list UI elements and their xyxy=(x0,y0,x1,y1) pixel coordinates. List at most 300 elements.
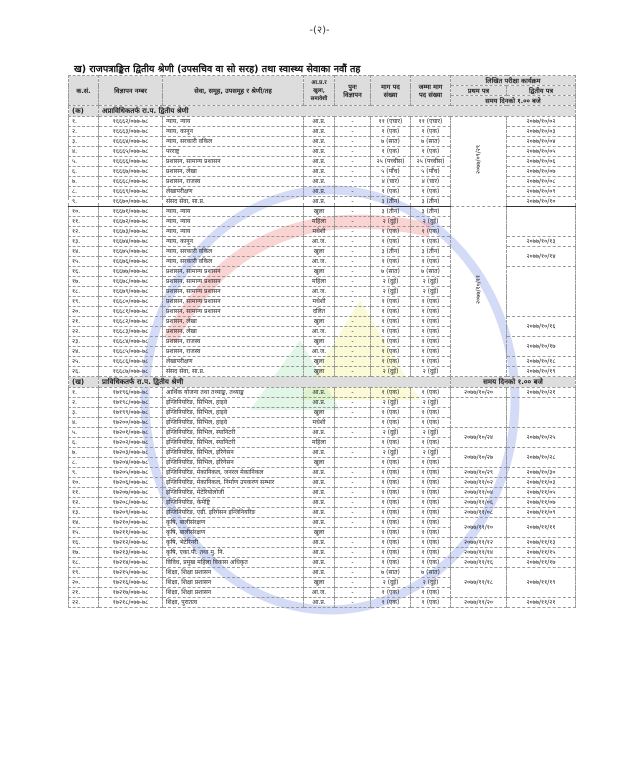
row-paper1-date: २०७७/११/१२ xyxy=(451,538,507,548)
row-service: न्याय, सरकारी वकिल xyxy=(163,247,304,257)
row-adv-number: १६६६९/०७७-७८ xyxy=(99,187,163,197)
row-category: खुला xyxy=(304,578,335,588)
row-service: लेखापरीक्षण xyxy=(163,357,304,367)
row-total: १ (एक) xyxy=(411,548,451,558)
row-posts: १ (एक) xyxy=(371,187,411,197)
row-adv-number: १७२००/०७७-७८ xyxy=(99,418,163,428)
row-paper2-date: २०७७/११/०७ xyxy=(507,498,576,508)
row-repeat: - xyxy=(335,147,371,157)
row-total: २ (दुई) xyxy=(411,287,451,297)
row-category: आ.प्र. xyxy=(304,147,335,157)
row-service: इन्जिनियरिङ, सिभिल, इरिगेसन xyxy=(163,448,304,458)
row-total: १ (एक) xyxy=(411,257,451,267)
table-row xyxy=(69,428,576,438)
row-posts: १ (एक) xyxy=(371,227,411,237)
row-repeat: - xyxy=(335,588,371,598)
row-sn: १२. xyxy=(69,227,99,237)
header-service: सेवा, समूह, उपसमूह र श्रेणी/तह xyxy=(163,76,304,106)
row-posts: ३ (तीन) xyxy=(371,207,411,217)
row-adv-number: १६६७९/०७७-७८ xyxy=(99,287,163,297)
row-sn: ७. xyxy=(69,177,99,187)
table-row xyxy=(69,558,576,568)
row-paper2-date: २०७७/१०/१९ xyxy=(507,367,576,377)
header-adv: विज्ञापन नम्बर xyxy=(99,76,163,106)
row-sn: १५. xyxy=(69,257,99,267)
table-row xyxy=(69,598,576,608)
row-posts: १ (एक) xyxy=(371,548,411,558)
row-service: न्याय, न्याय xyxy=(163,217,304,227)
row-service: कृषि, बालीसंरक्षण xyxy=(163,528,304,538)
row-paper2-date: २०७७/१०/०८ xyxy=(507,177,576,187)
row-paper1-date: २०७७/११/१८ xyxy=(451,568,507,598)
row-posts: १ (एक) xyxy=(371,478,411,488)
row-service: इन्जिनियरिङ, सिभिल, स्यानिटरी xyxy=(163,438,304,448)
row-service: प्रशासन, सामान्य प्रशासन xyxy=(163,277,304,287)
row-sn: २. xyxy=(69,398,99,408)
row-service: प्रशासन, राजस्व xyxy=(163,177,304,187)
row-adv-number: १७२१४/०७७-७८ xyxy=(99,558,163,568)
section-a-title: अप्राविधिकतर्फ रा.प. द्वितीय श्रेणी xyxy=(99,106,576,117)
row-posts: १ (एक) xyxy=(371,297,411,307)
row-total: २ (दुई) xyxy=(411,398,451,408)
header-repeat: पुनः विज्ञापन xyxy=(335,76,371,106)
row-category: आ.प्र. xyxy=(304,598,335,608)
row-service: विविध, प्रमुख महिला विकास अधिकृत xyxy=(163,558,304,568)
table-row xyxy=(69,398,576,408)
row-total: १ (एक) xyxy=(411,347,451,357)
header-paper2: द्वितीय पत्र xyxy=(507,86,576,96)
row-category: आ.प्र. xyxy=(304,127,335,137)
row-service: इन्जिनियरिङ, एग्री. इरिगेसन इन्जिनियरिङ xyxy=(163,508,304,518)
row-service: प्रशासन, सामान्य प्रशासन xyxy=(163,297,304,307)
row-service: इन्जिनियरिङ, केमेष्ट्रि xyxy=(163,498,304,508)
row-paper1-date: २०७७/१०/२९ xyxy=(451,468,507,478)
row-repeat: - xyxy=(335,578,371,588)
row-sn: १२. xyxy=(69,498,99,508)
row-repeat: - xyxy=(335,117,371,127)
row-total: ४ (चार) xyxy=(411,177,451,187)
row-category: आ.ज. xyxy=(304,327,335,337)
row-total: १ (एक) xyxy=(411,408,451,418)
row-sn: २१. xyxy=(69,588,99,598)
row-sn: १९. xyxy=(69,568,99,578)
row-posts: १ (एक) xyxy=(371,598,411,608)
row-posts: ११ (एघार) xyxy=(371,117,411,127)
row-sn: २२. xyxy=(69,327,99,337)
row-paper1-date: २०७७/११/०४ xyxy=(451,488,507,498)
row-total: १ (एक) xyxy=(411,418,451,428)
row-sn: १४. xyxy=(69,518,99,528)
row-repeat: - xyxy=(335,598,371,608)
row-service: इन्जिनियरिङ, सिभिल, स्यानिटरी xyxy=(163,428,304,438)
row-category: आ.प्र. xyxy=(304,468,335,478)
row-adv-number: १७२१८/०७७-७८ xyxy=(99,598,163,608)
row-service: कृषि, भेटेरिनरी xyxy=(163,538,304,548)
row-service: इन्जिनियरिङ, सिभिल, हाइवे xyxy=(163,398,304,408)
row-posts: १ (एक) xyxy=(371,438,411,448)
row-sn: १७. xyxy=(69,277,99,287)
row-repeat: - xyxy=(335,408,371,418)
row-paper2-date xyxy=(507,398,576,428)
row-sn: २०. xyxy=(69,578,99,588)
row-adv-number: १७२०८/०७७-७८ xyxy=(99,498,163,508)
row-total: १ (एक) xyxy=(411,498,451,508)
row-total: १ (एक) xyxy=(411,588,451,598)
row-posts: १ (एक) xyxy=(371,468,411,478)
row-repeat: - xyxy=(335,468,371,478)
row-sn: २४. xyxy=(69,347,99,357)
row-posts: १ (एक) xyxy=(371,408,411,418)
row-total: ३ (तीन) xyxy=(411,207,451,217)
row-posts: १ (एक) xyxy=(371,588,411,598)
row-paper2-date: २०७७/१०/०२ xyxy=(507,117,576,127)
row-total: १ (एक) xyxy=(411,478,451,488)
row-adv-number: १७२११/०७७-७८ xyxy=(99,528,163,538)
merged-paper1-date xyxy=(451,117,507,207)
row-posts: २ (दुई) xyxy=(371,367,411,377)
row-adv-number: १६६८१/०७७-७८ xyxy=(99,307,163,317)
row-service: शिक्षा, पुरातत्व xyxy=(163,598,304,608)
row-paper2-date: २०७७/११/०९ xyxy=(507,508,576,518)
row-repeat: - xyxy=(335,197,371,207)
row-service: प्रशासन, लेखा xyxy=(163,327,304,337)
row-total: ३ (तीन) xyxy=(411,197,451,207)
row-adv-number: १६६७३/०७७-७८ xyxy=(99,227,163,237)
row-repeat: - xyxy=(335,488,371,498)
row-sn: १०. xyxy=(69,207,99,217)
row-paper2-date: २०७७/१०/०५ xyxy=(507,147,576,157)
row-service: आर्थिक योजना तथा तथ्याङ्क, तथ्याङ्क xyxy=(163,388,304,398)
row-category: आ.प्र. xyxy=(304,548,335,558)
row-adv-number: १६६८६/०७७-७८ xyxy=(99,357,163,367)
row-posts: २ (दुई) xyxy=(371,398,411,408)
row-repeat: - xyxy=(335,388,371,398)
row-total: ३ (तीन) xyxy=(411,247,451,257)
row-repeat: - xyxy=(335,568,371,578)
exam-schedule-table xyxy=(68,75,576,608)
row-posts: १ (एक) xyxy=(371,558,411,568)
section-title: ख) राजपत्राङ्कित द्वितीय श्रेणी (उपसचिव वा सो सरह) तथा स्वास्थ्य सेवाका नवौं तह xyxy=(74,64,361,75)
row-sn: २१. xyxy=(69,317,99,327)
row-adv-number: १६६६८/०७७-७८ xyxy=(99,177,163,187)
row-category: महिला xyxy=(304,438,335,448)
row-adv-number: १६६८३/०७७-७८ xyxy=(99,327,163,337)
row-service: प्रशासन, सामान्य प्रशासन xyxy=(163,307,304,317)
row-repeat: - xyxy=(335,207,371,217)
row-service: प्रशासन, राजस्व xyxy=(163,337,304,347)
row-paper2-date: २०७७/१०/३० xyxy=(507,468,576,478)
table-row xyxy=(69,498,576,508)
row-service: प्रशासन, सामान्य प्रशासन xyxy=(163,157,304,167)
row-adv-number: १७२०६/०७७-७८ xyxy=(99,478,163,488)
row-adv-number: १६६७८/०७७-७८ xyxy=(99,277,163,287)
row-total: १ (एक) xyxy=(411,558,451,568)
row-sn: १७. xyxy=(69,548,99,558)
row-category: आ.प्र. xyxy=(304,167,335,177)
merged-paper1-date xyxy=(451,207,507,377)
row-service: प्रशासन, सामान्य प्रशासन xyxy=(163,267,304,277)
table-row xyxy=(69,207,576,217)
row-total: १ (एक) xyxy=(411,518,451,528)
row-adv-number: १६६८७/०७७-७८ xyxy=(99,367,163,377)
row-service: प्रशासन, राजस्व xyxy=(163,347,304,357)
row-sn: २. xyxy=(69,127,99,137)
row-adv-number: १६६८२/०७७-७८ xyxy=(99,317,163,327)
table-row xyxy=(69,508,576,518)
row-adv-number: १७२०१/०७७-७८ xyxy=(99,428,163,438)
row-total: १ (एक) xyxy=(411,227,451,237)
row-repeat xyxy=(335,418,371,428)
table-row xyxy=(69,518,576,528)
row-posts: २ (दुई) xyxy=(371,578,411,588)
row-repeat: - xyxy=(335,157,371,167)
row-paper1-date: २०७७/११/२० xyxy=(451,598,507,608)
row-adv-number: १७२१५/०७७-७८ xyxy=(99,568,163,578)
row-posts: १ (एक) xyxy=(371,127,411,137)
table-row xyxy=(69,478,576,488)
row-category: आ.प्र. xyxy=(304,117,335,127)
row-sn: २६. xyxy=(69,367,99,377)
row-total: २५ (पच्चीस) xyxy=(411,157,451,167)
row-paper1-date: २०७७/११/१० xyxy=(451,518,507,538)
row-total: १ (एक) xyxy=(411,598,451,608)
row-repeat: - xyxy=(335,508,371,518)
row-sn: ७. xyxy=(69,448,99,458)
row-repeat xyxy=(335,438,371,448)
row-adv-number: १७२०२/०७७-७८ xyxy=(99,438,163,448)
row-service: इन्जिनियरिङ, सिभिल, इरिगेसन xyxy=(163,458,304,468)
row-repeat: - xyxy=(335,267,371,277)
row-repeat: - xyxy=(335,167,371,177)
row-repeat xyxy=(335,307,371,317)
row-paper1-date: २०७७/११/०६ xyxy=(451,498,507,508)
row-adv-number: १७२१०/०७७-७८ xyxy=(99,518,163,528)
section-b-title: प्राविधिकतर्फ रा.प. द्वितीय श्रेणी xyxy=(99,377,451,388)
row-posts: १ (एक) xyxy=(371,317,411,327)
row-posts: ७ (सात) xyxy=(371,568,411,578)
row-paper2-date: २०७७/१०/१४ xyxy=(507,247,576,267)
row-service: न्याय, न्याय xyxy=(163,117,304,127)
row-total: ७ (सात) xyxy=(411,568,451,578)
row-sn: १०. xyxy=(69,478,99,488)
row-sn: २३. xyxy=(69,337,99,347)
row-posts: ३ (तीन) xyxy=(371,197,411,207)
row-category: खुला xyxy=(304,317,335,327)
row-sn: १६. xyxy=(69,267,99,277)
row-service: न्याय, सरकारी वकिल xyxy=(163,257,304,267)
row-total: १ (एक) xyxy=(411,438,451,448)
row-adv-number: १६६७२/०७७-७८ xyxy=(99,217,163,227)
row-category: आ.प्र. xyxy=(304,197,335,207)
row-adv-number: १६६७५/०७७-७८ xyxy=(99,247,163,257)
row-adv-number: १६६६५/०७७-७८ xyxy=(99,147,163,157)
row-service: इन्जिनियरिङ, सिभिल, हाइवे xyxy=(163,408,304,418)
row-posts: २५ (पच्चीस) xyxy=(371,157,411,167)
row-repeat: - xyxy=(335,257,371,267)
row-adv-number: १७२०३/०७७-७८ xyxy=(99,448,163,458)
row-posts: १ (एक) xyxy=(371,327,411,337)
row-category: आ.प्र. xyxy=(304,187,335,197)
row-paper2-date xyxy=(507,207,576,237)
row-adv-number: १६६६७/०७७-७८ xyxy=(99,167,163,177)
table-row xyxy=(69,117,576,127)
row-service: न्याय, न्याय xyxy=(163,207,304,217)
row-posts: ७ (सात) xyxy=(371,137,411,147)
row-service: न्याय, सरकारी वकिल xyxy=(163,137,304,147)
row-repeat: - xyxy=(335,538,371,548)
row-sn: १५. xyxy=(69,528,99,538)
row-adv-number: १६६६३/०७७-७८ xyxy=(99,127,163,137)
row-service: शिक्षा, शिक्षा प्रशासन xyxy=(163,568,304,578)
row-service: न्याय, कानून xyxy=(163,237,304,247)
row-posts: ३ (तीन) xyxy=(371,247,411,257)
row-repeat: - xyxy=(335,297,371,307)
section-b-label: (ख) xyxy=(69,377,99,388)
row-sn: ११. xyxy=(69,217,99,227)
row-category: आ.प्र. xyxy=(304,428,335,438)
row-paper2-date: २०७७/११/०५ xyxy=(507,488,576,498)
row-category: आ.प्र. xyxy=(304,538,335,548)
row-adv-number: १७१९६/०७७-७८ xyxy=(99,388,163,398)
row-category: आ.प्र. xyxy=(304,137,335,147)
row-adv-number: १६६७४/०७७-७८ xyxy=(99,237,163,247)
table-row xyxy=(69,468,576,478)
row-paper2-date: २०७७/१०/०९ xyxy=(507,187,576,197)
row-paper2-date: २०७७/११/१३ xyxy=(507,538,576,548)
row-service: प्रशासन, लेखा xyxy=(163,167,304,177)
row-posts: १ (एक) xyxy=(371,488,411,498)
row-total: २ (दुई) xyxy=(411,217,451,227)
row-paper2-date: २०७७/१०/१३ xyxy=(507,237,576,247)
row-sn: २५. xyxy=(69,357,99,367)
row-posts: १ (एक) xyxy=(371,237,411,247)
row-adv-number: १६६७१/०७७-७८ xyxy=(99,207,163,217)
row-repeat: - xyxy=(335,518,371,528)
row-paper2-date: २०७७/११/१७ xyxy=(507,558,576,568)
row-paper2-date xyxy=(507,267,576,317)
header-time: समय दिनको १.०० बजे xyxy=(451,96,576,106)
row-service: लेखापरीक्षण xyxy=(163,187,304,197)
row-category: महिला xyxy=(304,277,335,287)
row-paper1-date: २०७७/११/१४ xyxy=(451,548,507,558)
row-category: आ.प्र. xyxy=(304,157,335,167)
header-total: जम्मा माग पद संख्या xyxy=(411,76,451,106)
row-repeat: - xyxy=(335,247,371,257)
row-category: आ.प्र. xyxy=(304,488,335,498)
section-b-time: समय दिनको १.०० बजे xyxy=(451,377,576,388)
row-category: मधेशी xyxy=(304,227,335,237)
row-total: १ (एक) xyxy=(411,327,451,337)
row-category: आ.प्र. xyxy=(304,568,335,578)
row-total: १ (एक) xyxy=(411,357,451,367)
row-repeat: - xyxy=(335,137,371,147)
row-total: २ (दुई) xyxy=(411,428,451,438)
table-row xyxy=(69,488,576,498)
row-paper1-date: २०७७/१०/२४ xyxy=(451,428,507,448)
row-paper2-date: २०७७/१०/१८ xyxy=(507,357,576,367)
row-posts: १ (एक) xyxy=(371,388,411,398)
row-sn: १६. xyxy=(69,538,99,548)
row-category: खुला xyxy=(304,337,335,347)
row-category: आ.ज. xyxy=(304,287,335,297)
row-posts: १ (एक) xyxy=(371,307,411,317)
table-row xyxy=(69,448,576,458)
row-service: न्याय, कानून xyxy=(163,127,304,137)
row-adv-number: १६६६४/०७७-७८ xyxy=(99,137,163,147)
row-adv-number: १७२०९/०७७-७८ xyxy=(99,508,163,518)
row-repeat: - xyxy=(335,217,371,227)
row-repeat: - xyxy=(335,347,371,357)
row-adv-number: १६६८४/०७७-७८ xyxy=(99,337,163,347)
row-posts: १ (एक) xyxy=(371,147,411,157)
row-paper1-date: २०७७/१०/२० xyxy=(451,388,507,398)
row-service: परराष्ट्र xyxy=(163,147,304,157)
row-posts: १ (एक) xyxy=(371,508,411,518)
row-repeat: - xyxy=(335,558,371,568)
row-service: न्याय, न्याय xyxy=(163,227,304,237)
row-repeat: - xyxy=(335,448,371,458)
row-repeat: - xyxy=(335,177,371,187)
row-repeat: - xyxy=(335,317,371,327)
row-service: कृषि, बालीसंरक्षण xyxy=(163,518,304,528)
row-posts: ७ (सात) xyxy=(371,267,411,277)
row-adv-number: १७२१२/०७७-७८ xyxy=(99,538,163,548)
row-sn: १३. xyxy=(69,237,99,247)
row-posts: २ (दुई) xyxy=(371,448,411,458)
row-total: २ (दुई) xyxy=(411,367,451,377)
row-total: १ (एक) xyxy=(411,187,451,197)
row-repeat: - xyxy=(335,367,371,377)
row-adv-number: १७२०५/०७७-७८ xyxy=(99,468,163,478)
row-total: २ (दुई) xyxy=(411,448,451,458)
row-paper1-date: २०७७/११/०२ xyxy=(451,478,507,488)
row-repeat xyxy=(335,458,371,468)
row-total: १ (एक) xyxy=(411,307,451,317)
header-paper1: प्रथम पत्र xyxy=(451,86,507,96)
row-posts: १ (एक) xyxy=(371,347,411,357)
row-service: प्रशासन, सामान्य प्रशासन xyxy=(163,287,304,297)
row-sn: ४. xyxy=(69,147,99,157)
row-category: खुला xyxy=(304,408,335,418)
row-category: खुला xyxy=(304,528,335,538)
row-posts: २ (दुई) xyxy=(371,287,411,297)
row-total: १ (एक) xyxy=(411,127,451,137)
row-repeat xyxy=(335,528,371,538)
row-repeat: - xyxy=(335,287,371,297)
vertical-date: २०७७/०९/२९ xyxy=(474,145,482,175)
row-paper1-date: २०७७/११/१६ xyxy=(451,558,507,568)
header-exam: लिखित परीक्षा कार्यक्रम xyxy=(451,76,576,86)
table-row xyxy=(69,548,576,558)
row-repeat: - xyxy=(335,337,371,347)
row-sn: ९. xyxy=(69,197,99,207)
header-sn: क.सं. xyxy=(69,76,99,106)
row-service: प्रशासन, लेखा xyxy=(163,317,304,327)
row-adv-number: १६६८५/०७७-७८ xyxy=(99,347,163,357)
row-repeat: - xyxy=(335,227,371,237)
row-paper2-date: २०७७/१०/१६ xyxy=(507,317,576,337)
row-paper1-date: २०७७/१०/२७ xyxy=(451,448,507,468)
row-adv-number: १६६६६/०७७-७८ xyxy=(99,157,163,167)
row-posts: २ (दुई) xyxy=(371,428,411,438)
page-number: -(२)- xyxy=(309,25,330,36)
table-row xyxy=(69,538,576,548)
row-sn: १८. xyxy=(69,558,99,568)
row-repeat: - xyxy=(335,548,371,558)
row-adv-number: १७२१७/०७७-७८ xyxy=(99,588,163,598)
row-repeat: - xyxy=(335,357,371,367)
row-sn: ५. xyxy=(69,157,99,167)
